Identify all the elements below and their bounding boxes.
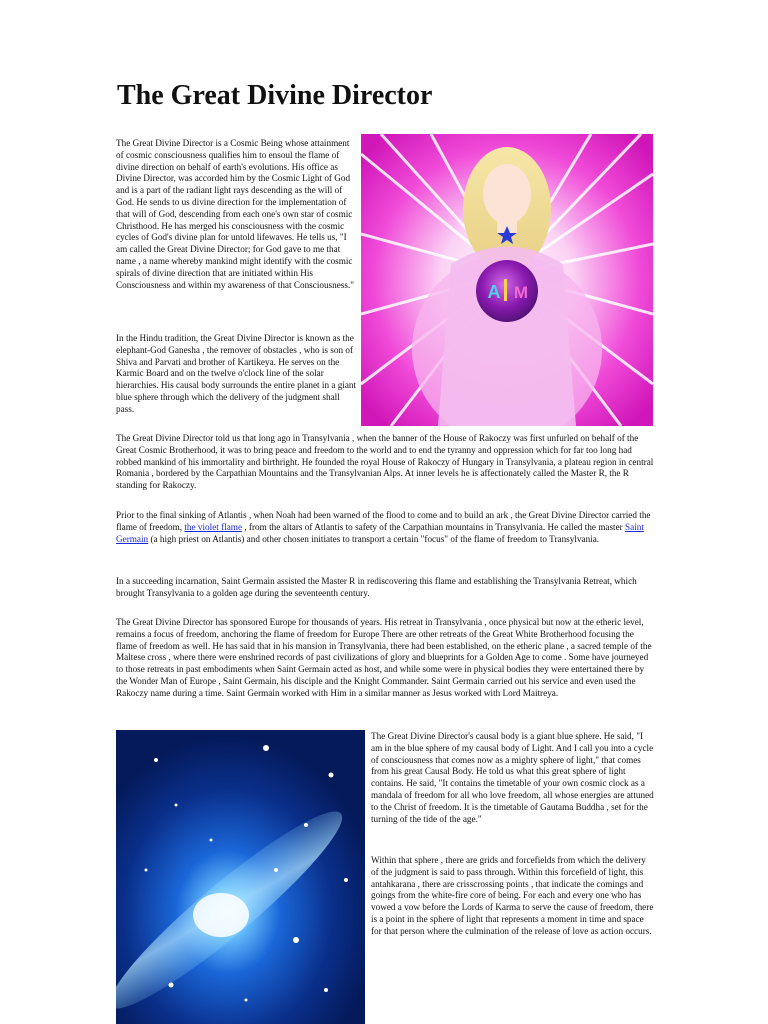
europe-sponsorship-paragraph: The Great Divine Director has sponsored Europe for thousands of years. His retreat in Transylvania , once physical but now at the etheric level, remains a focus of freedom, anchoring the flame of freedom for Europe There are other retreats of the Great White Brotherhood focusing the flame of freedom as well. He has said that in his mansion in Transylvania, there had been established, on the etheric plane , a sacred temple of the Maltese cross , where there were enshrined records of past civilizations of glory and blueprints for a Golden Age to come . Some have journeyed to those retreats in past embodiments when Saint Germain acted as host, and while some were in physical bodies they were entertained there by the Wonder Man of Europe , Saint Germain, his disciple and the Knight Commander. Saint Germain carried out his service and even used the Rakoczy name during a time. Saint Germain worked with Him in a similar manner as Jesus worked with Lord Maitreya. <box>116 617 652 698</box>
causal-body-paragraph: The Great Divine Director's causal body is a giant blue sphere. He said, "I am in the blue sphere of my causal body of Light. And I call you into a cycle of consciousness that comes now as a mighty sphere of light," that comes from his great Causal Body. He told us what this great sphere of light contains. He said, "It contains the timetable of your own cosmic clock as a mandala of freedom for all who love freedom, all whose energies are attuned to the Christ of freedom. It is the timetable of Gautama Buddha , set for the turning of the tide of the age." <box>371 731 654 824</box>
divine-director-image <box>361 134 653 426</box>
atlantis-text-start: Prior to the final sinking of Atlantis , when Noah had been warned of the flood to come and to build an ark , the Great Divine Director carried the flame of freedom, <box>116 510 651 532</box>
transylvania-paragraph: The Great Divine Director told us that long ago in Transylvania , when the banner of the House of Rakoczy was first unfurled on behalf of the Great Cosmic Brotherhood, it was to bring peace and freedom to the world and to end the tyranny and oppression which for far too long had robbed mankind of his immortality and birthright. He founded the royal House of Rakoczy of Hungary in Transylvania, a plateau region in central Romania , bordered by the Carpathian Mountains and the Transylvanian Alps. At inner levels he is affectionately called the Master R, the R standing for Rakoczy. <box>116 433 654 491</box>
emblem-letter-a: A <box>487 282 501 302</box>
succeeding-incarnation-paragraph: In a succeeding incarnation, Saint Germain assisted the Master R in rediscovering this flame and establishing the Transylvania Retreat, which brought Transylvania to a golden age during the seventeenth century. <box>116 576 637 598</box>
sphere-forcefields-paragraph: Within that sphere , there are grids and forcefields from which the delivery of the judgment is said to pass through. Within this forcefield of light, this antahkarana , there are crisscrossing points , that indicate the comings and goings from the white-fire core of being. For each and every one who has vowed a vow before the Lords of Karma to serve the cause of freedom, there is a point in the sphere of light that represents a moment in time and space for that person where the culmination of the release of love as action occurs. <box>371 855 654 936</box>
saint-germain-link[interactable]: Saint Germain <box>116 521 644 544</box>
emblem-letter-m: M <box>513 283 529 302</box>
blue-nebula-image <box>116 730 365 1024</box>
intro-paragraph: The Great Divine Director is a Cosmic Being whose attainment of cosmic consciousness qualifies him to ensoul the flame of divine direction on behalf of earth's evolutions. His office as Divine Director, was accorded him by the Cosmic Light of God and is a part of the radiant light rays descending as the will of God. He sends to us divine direction for the implementation of that will of God, descending from each one's own star of cosmic Christhood. He has merged his consciousness with the cosmic cycles of God's divine plan for untold lifewaves. He tells us, "I am called the Great Divine Director; for God gave to me that name , a name whereby mankind might identify with the cosmic spirals of divine direction that are initiated within His Consciousness and within my awareness of that Consciousness." <box>116 138 355 290</box>
atlantis-paragraph <box>116 510 654 545</box>
page-title: The Great Divine Director <box>117 80 433 111</box>
atlantis-text-middle: , from the altars of Atlantis to safety of the Carpathian mountains in Transylvania. He called the master <box>242 521 626 532</box>
hindu-tradition-paragraph: In the Hindu tradition, the Great Divine Director is known as the elephant-God Ganesha , the remover of obstacles , who is son of Shiva and Parvati and brother of Kartikeya. He serves on the Karmic Board and on the twelve o'clock line of the solar hierarchies. His causal body surrounds the entire planet in a giant blue sphere through which the delivery of the judgment shall pass. <box>116 333 357 414</box>
atlantis-text-end: (a high priest on Atlantis) and other chosen initiates to transport a certain "focus" of the flame of freedom to Transylvania. <box>148 533 600 544</box>
violet-flame-link[interactable]: the violet flame <box>184 521 243 532</box>
